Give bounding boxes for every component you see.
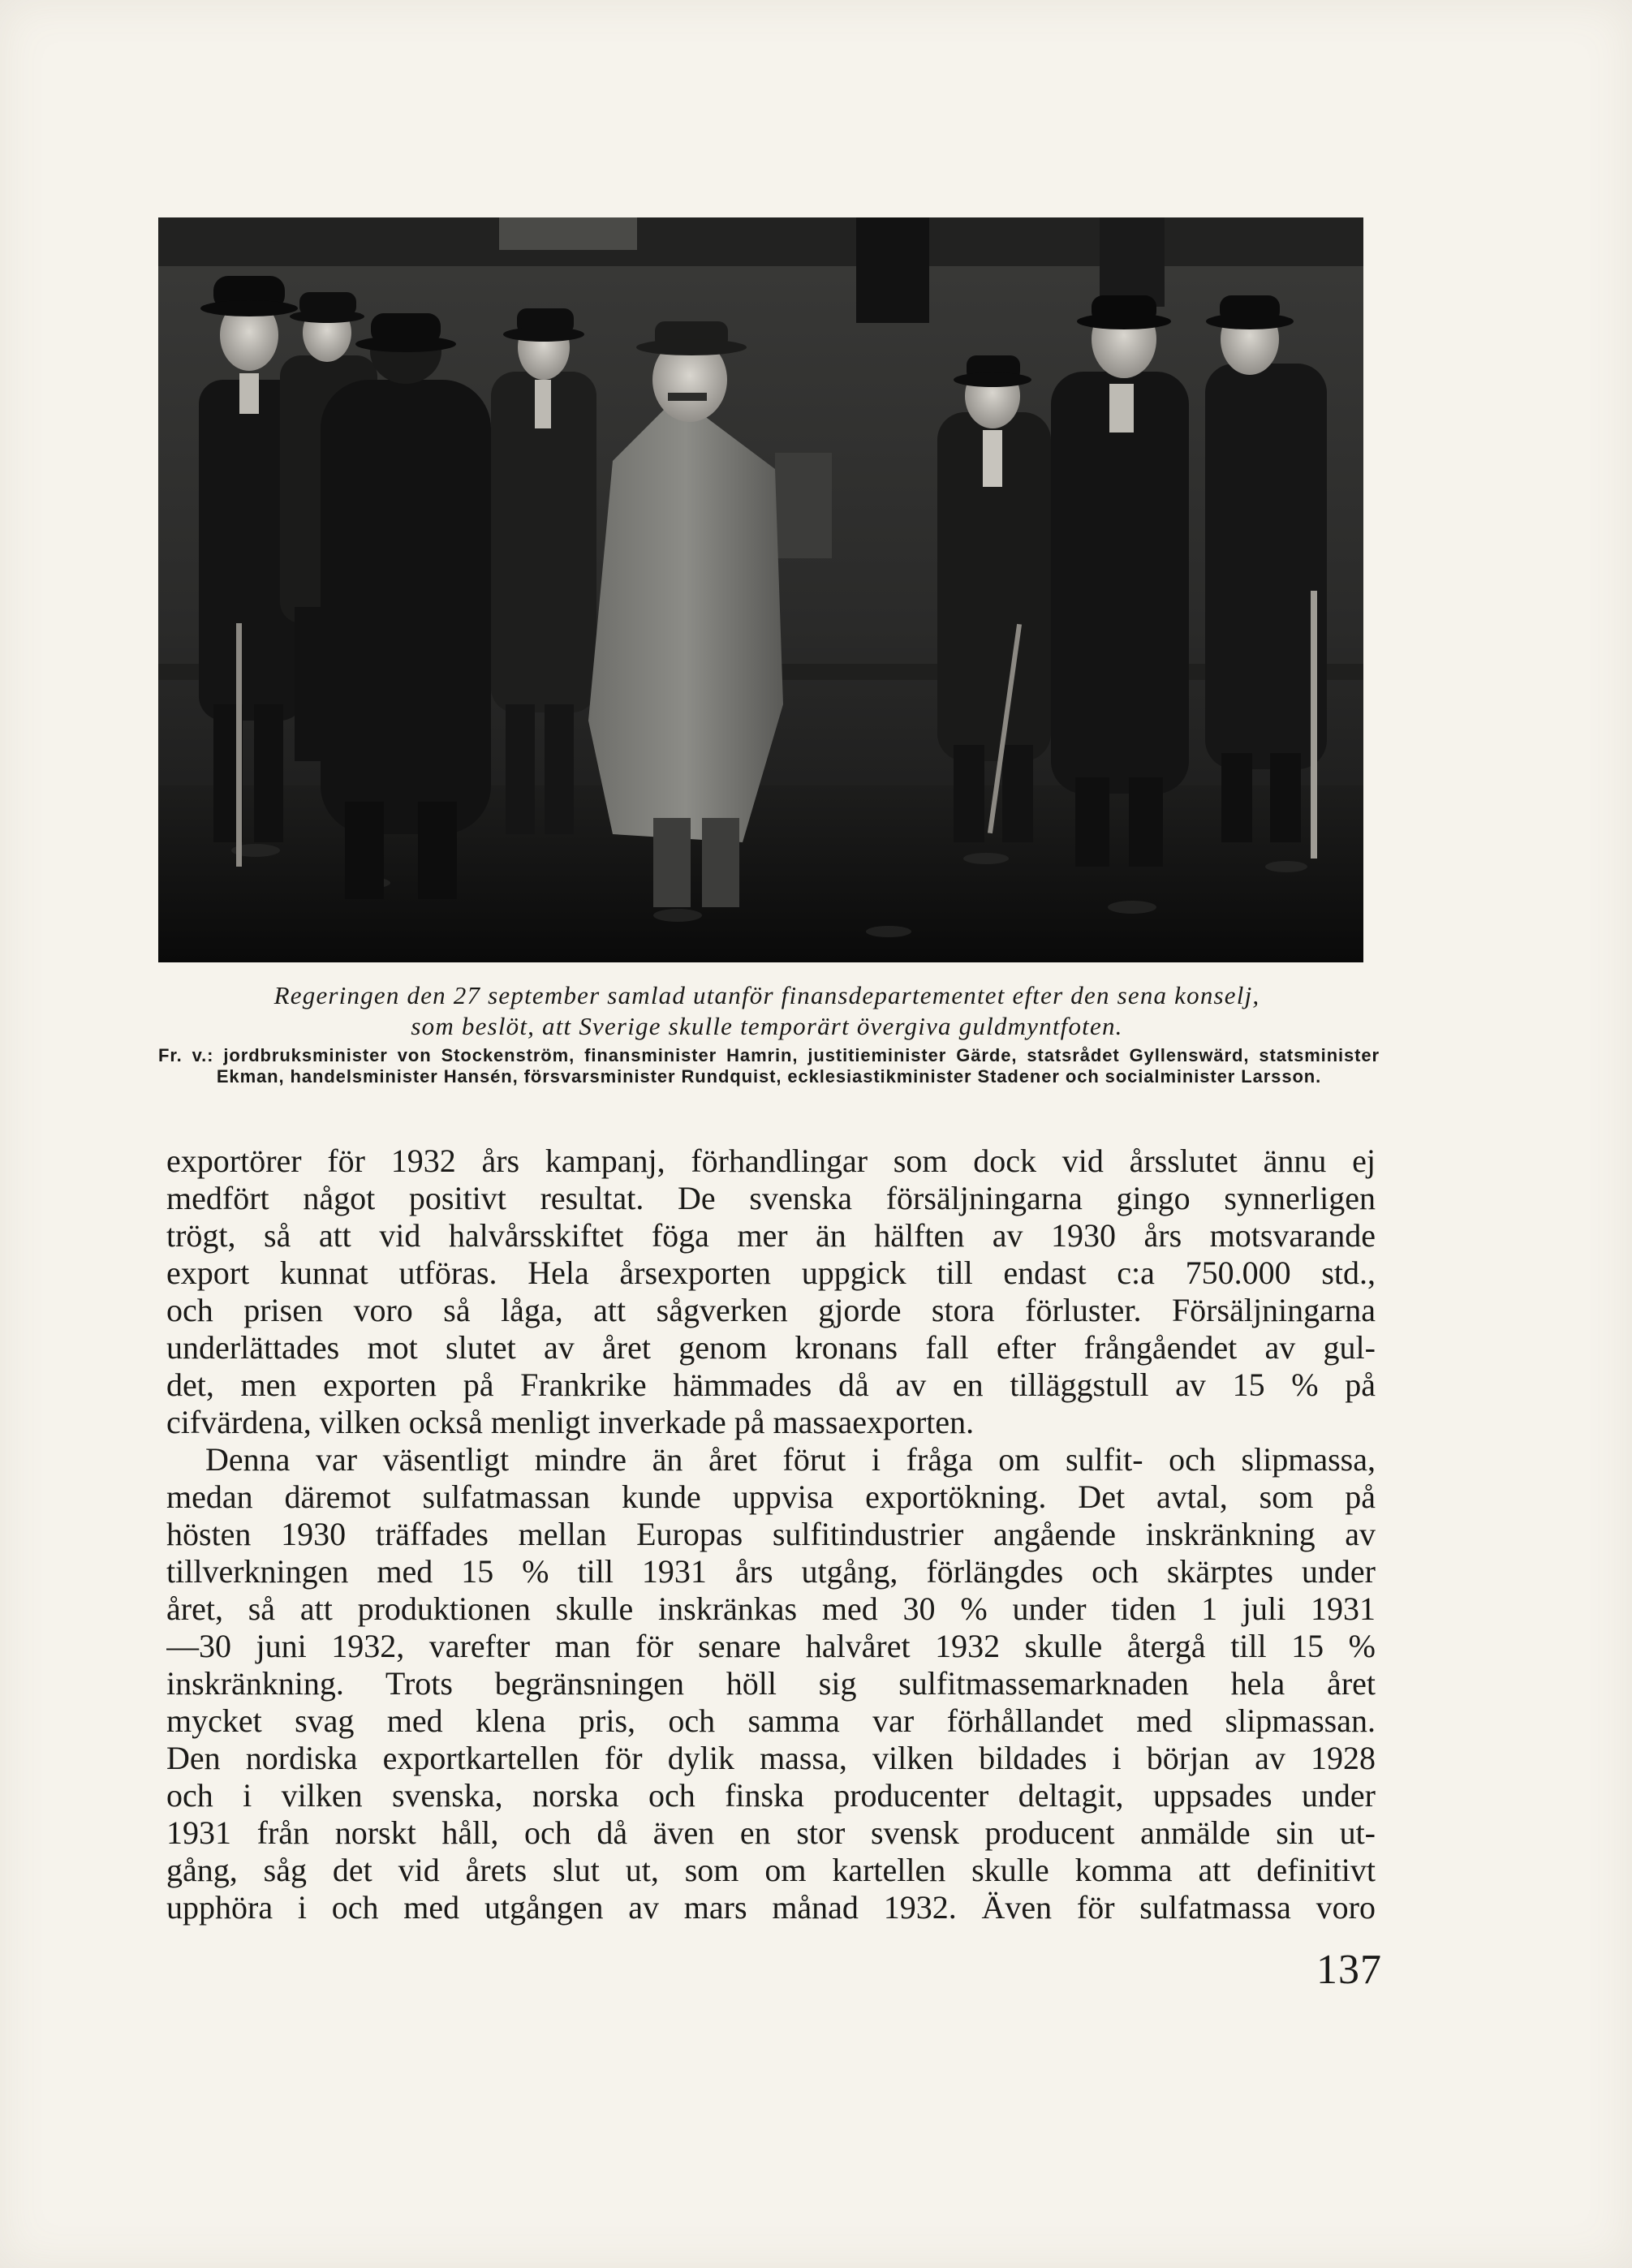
text-line: upphöra i och med utgången av mars månad 1932. Även för sulfatmassa voro bbox=[166, 1889, 1376, 1926]
text-line: medfört något positivt resultat. De svenska försäljningarna gingo synnerligen bbox=[166, 1180, 1376, 1216]
text-line: exportörer för 1932 års kampanj, förhandlingar som dock vid årsslutet ännu ej bbox=[166, 1143, 1376, 1179]
text-line: Denna var väsentligt mindre än året förut i fråga om sulfit- och slipmassa, bbox=[205, 1441, 1376, 1478]
caption-line: som beslöt, att Sverige skulle temporärt övergiva guldmyntfoten. bbox=[411, 1012, 1123, 1040]
text-line: trögt, så att vid halvårsskiftet föga mer än hälften av 1930 års motsvarande bbox=[166, 1217, 1376, 1254]
text-line: 1931 från norskt håll, och då även en stor svensk producent anmälde sin ut- bbox=[166, 1814, 1376, 1851]
text-line: och i vilken svenska, norska och finska producenter deltagit, uppsades under bbox=[166, 1777, 1376, 1814]
text-line: det, men exporten på Frankrike hämmades då av en tilläggstull av 15 % på bbox=[166, 1366, 1376, 1403]
text-line: gång, såg det vid årets slut ut, som om kartellen skulle komma att definitivt bbox=[166, 1852, 1376, 1888]
text-line: Den nordiska exportkartellen för dylik massa, vilken bildades i början av 1928 bbox=[166, 1740, 1376, 1776]
text-line: och prisen voro så låga, att sågverken gjorde stora förluster. Försäljningarna bbox=[166, 1292, 1376, 1328]
photograph bbox=[158, 217, 1363, 962]
photograph-image bbox=[158, 217, 1363, 962]
text-line: cifvärdena, vilken också menligt inverkade på massaexporten. bbox=[166, 1404, 975, 1440]
photo-caption bbox=[158, 980, 1376, 1042]
page-number: 137 bbox=[1316, 1947, 1382, 1993]
body-text bbox=[166, 1143, 1376, 1926]
text-line: underlättades mot slutet av året genom kronans fall efter frångåendet av gul- bbox=[166, 1329, 1376, 1366]
photo-credits: Fr. v.: jordbruksminister von Stockenström, finansminister Hamrin, justitieminister Gärde, statsrådet Gyllenswärd, statsminister Ekman, handelsminister Hansén, försvarsminister Rundquist, ecklesiastikminister Stadener och socialminister Larsson. bbox=[158, 1045, 1380, 1087]
text-line: —30 juni 1932, varefter man för senare halvåret 1932 skulle återgå till 15 % bbox=[166, 1628, 1376, 1664]
text-line: medan däremot sulfatmassan kunde uppvisa exportökning. Det avtal, som på bbox=[166, 1478, 1376, 1515]
text-line: mycket svag med klena pris, och samma var förhållandet med slipmassan. bbox=[166, 1702, 1376, 1739]
text-line: hösten 1930 träffades mellan Europas sulfitindustrier angående inskränkning av bbox=[166, 1516, 1376, 1552]
text-line: inskränkning. Trots begränsningen höll sig sulfitmassemarknaden hela året bbox=[166, 1665, 1376, 1702]
text-line: export kunnat utföras. Hela årsexporten uppgick till endast c:a 750.000 std., bbox=[166, 1255, 1376, 1291]
text-line: tillverkningen med 15 % till 1931 års utgång, förlängdes och skärptes under bbox=[166, 1553, 1376, 1590]
caption-line: Regeringen den 27 september samlad utanför finansdepartementet efter den sena konselj, bbox=[273, 981, 1260, 1009]
text-line: året, så att produktionen skulle inskränkas med 30 % under tiden 1 juli 1931 bbox=[166, 1590, 1376, 1627]
